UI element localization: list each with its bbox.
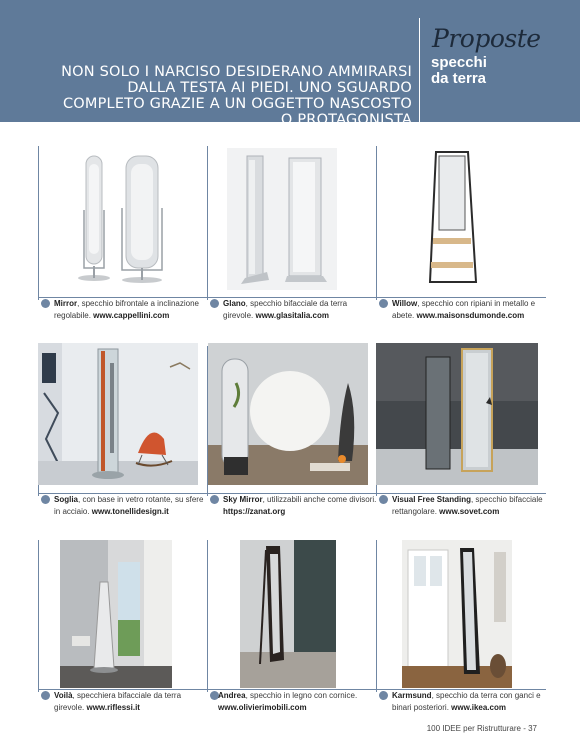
card-frame-line <box>207 540 208 692</box>
bullet-dot <box>379 691 388 700</box>
section-title: specchi da terra <box>431 54 487 87</box>
product-link[interactable]: www.maisonsdumonde.com <box>416 311 525 320</box>
product-photo-soglia <box>38 343 198 485</box>
caption-voila <box>54 690 210 714</box>
bullet-dot <box>41 691 50 700</box>
product-photo-karmsund <box>402 540 512 688</box>
header-tagline: NON SOLO I NARCISO DESIDERANO AMMIRARSI DALLA TESTA AI PIEDI. UNO SGUARDO COMPLETO GRAZIE A UN OGGETTO NASCOSTO O PROTAGONISTA <box>61 64 412 128</box>
product-name: Glano <box>223 299 246 308</box>
card-frame-line <box>376 146 377 300</box>
product-link[interactable]: www.cappellini.com <box>93 311 170 320</box>
page-footer: 100 IDEE per Ristrutturare - 37 <box>426 724 537 733</box>
bullet-dot <box>41 299 50 308</box>
product-photo-andrea <box>240 540 336 688</box>
bullet-dot <box>210 299 219 308</box>
card-frame-line <box>38 540 39 692</box>
bullet-dot <box>210 495 219 504</box>
product-photo-willow <box>420 150 480 286</box>
product-photo-sky-mirror <box>208 343 368 485</box>
caption-glano <box>223 298 379 322</box>
product-link[interactable]: www.sovet.com <box>439 507 500 516</box>
caption-visual-free-standing <box>392 494 548 518</box>
card-frame-line <box>38 146 39 300</box>
product-photo-glano <box>227 148 337 290</box>
caption-sky-mirror <box>223 494 379 518</box>
product-name: Sky Mirror <box>223 495 263 504</box>
product-name: Voilà <box>54 691 73 700</box>
product-name: Soglia <box>54 495 79 504</box>
product-name: Andrea <box>218 691 246 700</box>
product-link[interactable]: www.glasitalia.com <box>255 311 329 320</box>
product-photo-voila <box>60 540 172 688</box>
section-kicker: Proposte <box>432 24 541 53</box>
product-name: Willow <box>392 299 418 308</box>
product-desc: , specchio bifacciale rettangolare. <box>392 495 543 516</box>
product-desc: , specchio con ripiani in metallo e abete. <box>392 299 536 320</box>
caption-andrea <box>218 690 378 714</box>
product-name: Visual Free Standing <box>392 495 471 504</box>
header-banner <box>0 0 580 128</box>
product-desc: , con base in vetro rotante, su sfere in acciaio. <box>54 495 204 516</box>
caption-willow <box>392 298 548 322</box>
product-link[interactable]: https://zanat.org <box>223 507 286 516</box>
product-desc: , specchio in legno con cornice. <box>245 691 358 700</box>
bullet-dot <box>379 495 388 504</box>
product-desc: , specchio da terra con ganci e binari posteriori. <box>392 691 541 712</box>
product-link[interactable]: www.ikea.com <box>451 703 506 712</box>
product-link[interactable]: www.riflessi.it <box>86 703 140 712</box>
bullet-dot <box>41 495 50 504</box>
product-desc: , utilizzabili anche come divisori. <box>262 495 377 504</box>
product-desc: , specchio bifrontale a inclinazione regolabile. <box>54 299 199 320</box>
caption-karmsund <box>392 690 548 714</box>
product-link[interactable]: www.olivierimobili.com <box>218 703 307 712</box>
product-name: Mirror <box>54 299 78 308</box>
bullet-dot <box>379 299 388 308</box>
product-desc: , specchiera bifacciale da terra girevole. <box>54 691 182 712</box>
product-desc: , specchio bifacciale da terra girevole. <box>223 299 348 320</box>
caption-mirror <box>54 298 210 322</box>
header-divider <box>419 18 420 122</box>
card-frame-line <box>376 540 377 692</box>
card-frame-line <box>207 146 208 300</box>
product-name: Karmsund <box>392 691 432 700</box>
caption-soglia <box>54 494 210 518</box>
product-photo-visual-free-standing <box>376 343 538 485</box>
product-link[interactable]: www.tonellidesign.it <box>91 507 169 516</box>
product-photo-mirror <box>70 150 180 288</box>
